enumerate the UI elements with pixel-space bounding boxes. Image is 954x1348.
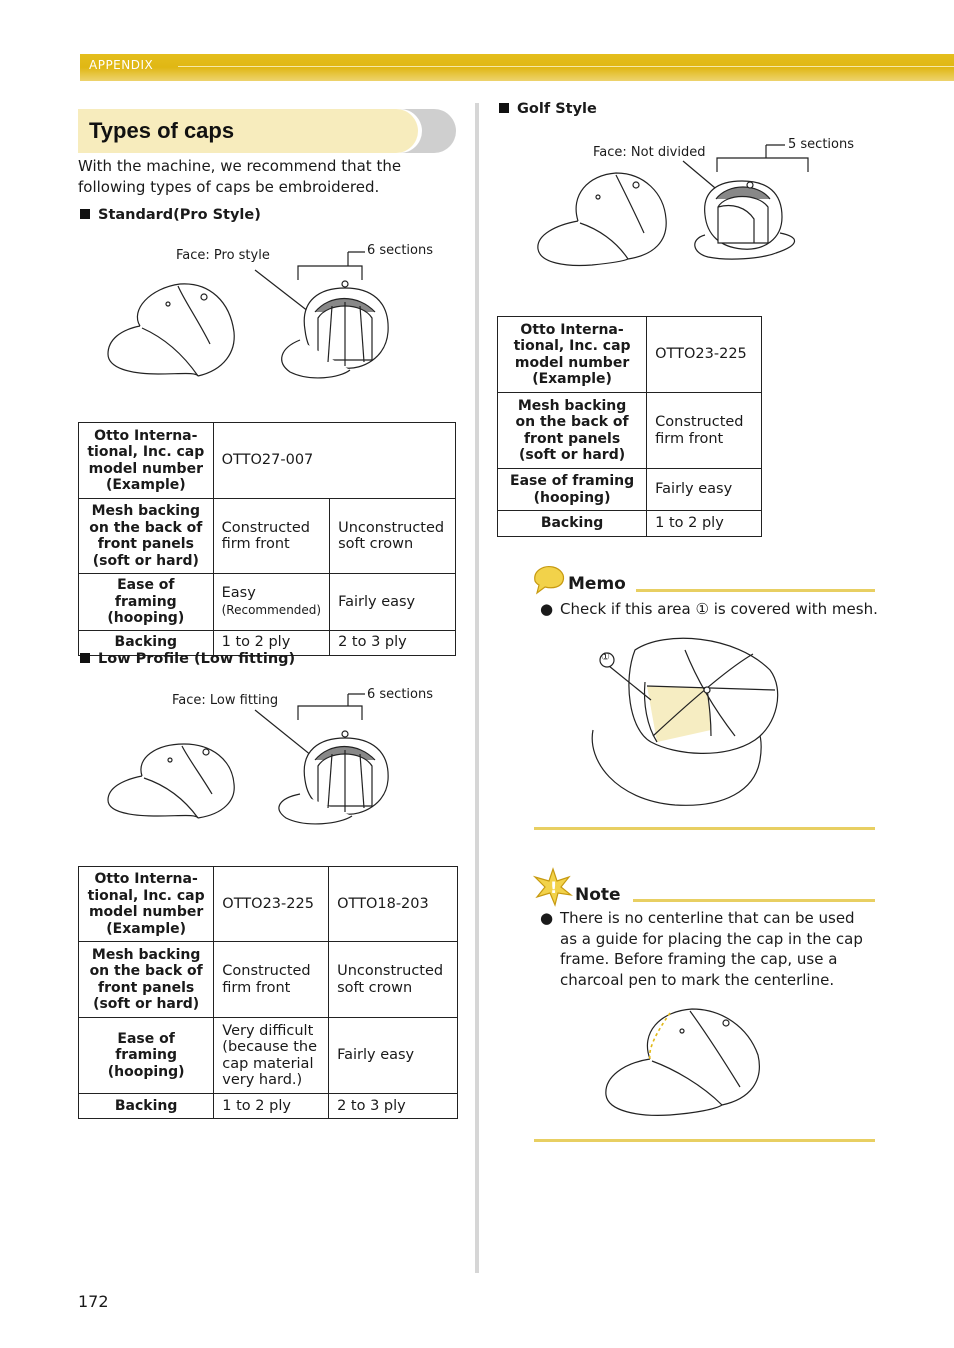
table-cell: 2 to 3 ply xyxy=(330,630,456,655)
table-header-cell: Mesh backing on the back of front panels (soft or hard) xyxy=(79,499,214,574)
table-cell: 1 to 2 ply xyxy=(213,630,329,655)
bullet-icon: ● xyxy=(540,909,554,927)
square-bullet-icon xyxy=(80,209,90,219)
table-cell: Easy (Recommended) xyxy=(213,574,329,631)
memo-rule xyxy=(636,589,875,592)
low-profile-table xyxy=(78,866,458,1119)
square-bullet-icon xyxy=(80,653,90,663)
table-header-cell: Backing xyxy=(498,511,647,537)
standard-cap-illustration xyxy=(100,240,420,390)
title-banner xyxy=(78,109,456,153)
golf-table xyxy=(497,316,762,537)
note-icon xyxy=(533,867,573,907)
table-header-cell: Mesh backing on the back of front panels (soft or hard) xyxy=(498,393,647,469)
memo-icon xyxy=(531,563,567,595)
memo-cap-interior-illustration xyxy=(585,630,795,810)
table-cell: 1 to 2 ply xyxy=(647,511,762,537)
golf-cap-illustration xyxy=(520,135,840,275)
column-divider xyxy=(475,103,479,1273)
memo-title: Memo xyxy=(568,574,626,594)
note-cap-illustration xyxy=(600,1003,770,1123)
table-cell: Constructed firm front xyxy=(647,393,762,469)
table-cell: Constructed firm front xyxy=(214,942,329,1018)
square-bullet-icon xyxy=(499,103,509,113)
marker-label: ① xyxy=(601,652,610,663)
table-cell: 2 to 3 ply xyxy=(329,1094,458,1119)
bullet-icon: ● xyxy=(540,600,554,618)
standard-heading: Standard(Pro Style) xyxy=(80,207,261,223)
standard-face-label: Face: Pro style xyxy=(176,248,270,263)
table-cell: 1 to 2 ply xyxy=(214,1094,329,1119)
table-header-cell: Backing xyxy=(79,1094,214,1119)
low-profile-cap-illustration xyxy=(100,684,420,834)
standard-sections-label: 6 sections xyxy=(367,243,433,258)
table-cell: Unconstructed soft crown xyxy=(330,499,456,574)
table-header-cell: Ease of framing (hooping) xyxy=(79,574,214,631)
table-cell: Constructed firm front xyxy=(213,499,329,574)
page-number: 172 xyxy=(78,1292,109,1311)
table-cell: Unconstructed soft crown xyxy=(329,942,458,1018)
note-bottom-rule xyxy=(534,1139,875,1142)
svg-text:!: ! xyxy=(550,878,558,897)
low-profile-face-label: Face: Low fitting xyxy=(172,693,279,708)
golf-sections-label: 5 sections xyxy=(788,137,854,152)
golf-heading: Golf Style xyxy=(499,101,597,117)
table-cell: OTTO23-225 xyxy=(214,867,329,942)
table-cell: Fairly easy xyxy=(330,574,456,631)
table-header-cell: Ease of framing (hooping) xyxy=(498,469,647,511)
table-header-cell: Otto Interna-tional, Inc. cap model number (Example) xyxy=(79,423,214,499)
table-cell: OTTO18-203 xyxy=(329,867,458,942)
table-cell: Fairly easy xyxy=(329,1018,458,1094)
golf-face-label: Face: Not divided xyxy=(593,145,706,160)
table-header-cell: Mesh backing on the back of front panels (soft or hard) xyxy=(79,942,214,1018)
table-cell: OTTO23-225 xyxy=(647,317,762,393)
memo-bottom-rule xyxy=(534,827,875,830)
table-header-cell: Ease of framing (hooping) xyxy=(79,1018,214,1094)
low-profile-heading: Low Profile (Low fitting) xyxy=(80,651,295,667)
table-header-cell: Backing xyxy=(79,630,214,655)
table-header-cell: Otto Interna-tional, Inc. cap model number (Example) xyxy=(498,317,647,393)
standard-table xyxy=(78,422,456,656)
intro-paragraph: With the machine, we recommend that the following types of caps be embroidered. xyxy=(78,157,402,196)
header-section-label: APPENDIX xyxy=(89,58,154,72)
note-title: Note xyxy=(575,885,621,905)
note-rule xyxy=(633,899,875,902)
table-header-cell: Otto Interna-tional, Inc. cap model number (Example) xyxy=(79,867,214,942)
low-profile-sections-label: 6 sections xyxy=(367,687,433,702)
table-cell: Very difficult (because the cap material very hard.) xyxy=(214,1018,329,1094)
table-cell: OTTO27-007 xyxy=(213,423,455,499)
header-bar xyxy=(80,54,954,81)
table-cell: Fairly easy xyxy=(647,469,762,511)
page-title: Types of caps xyxy=(89,118,235,143)
